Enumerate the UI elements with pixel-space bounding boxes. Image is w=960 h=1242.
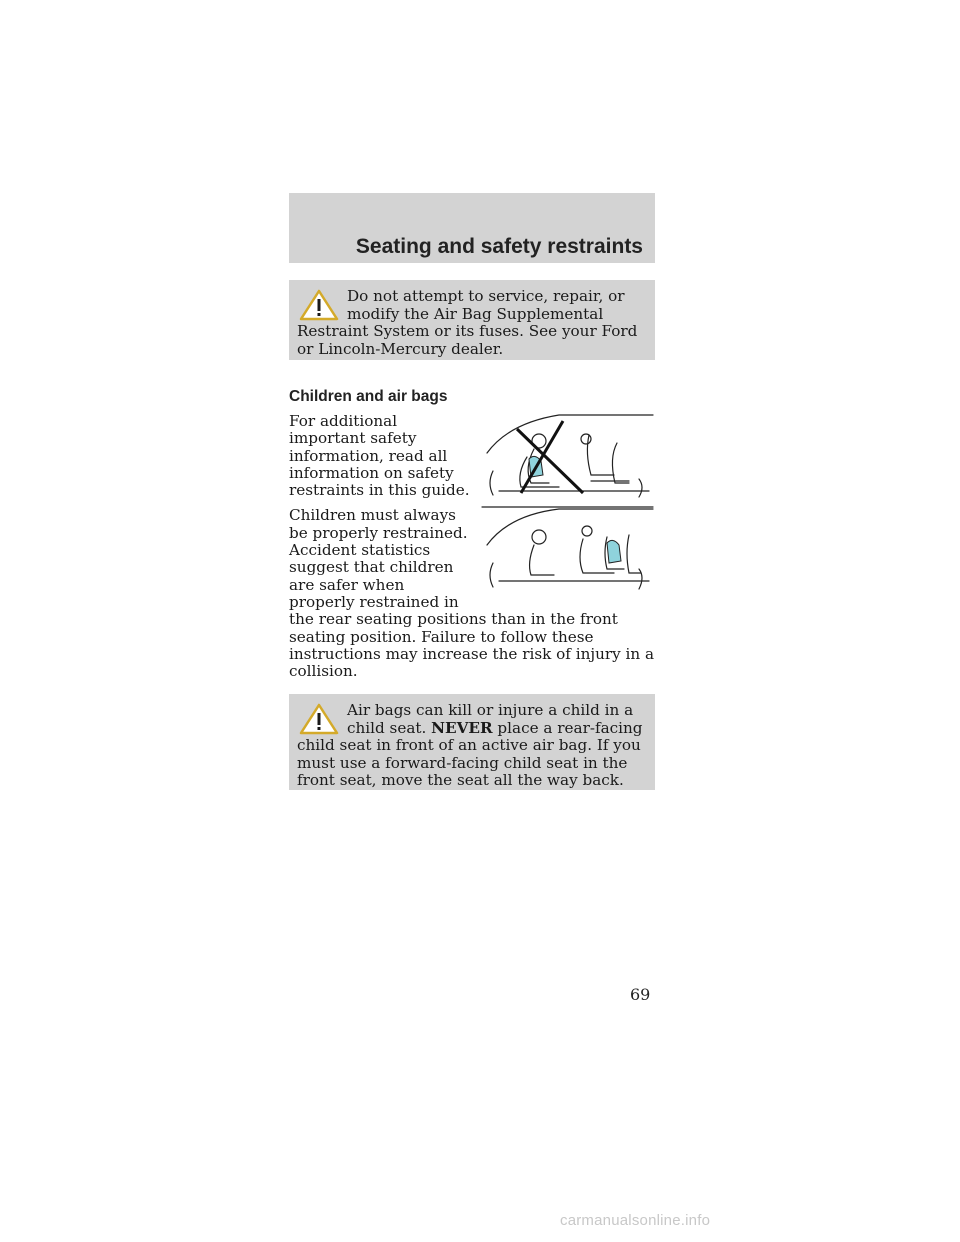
child-seat-illustration [479,413,655,603]
body-paragraph-1: For additional important safety information, read all information on safety restraints in this guide. [289,412,470,500]
warning-triangle-icon [297,702,341,736]
warning-emphasis: NEVER [431,718,493,737]
warning-triangle-icon [297,288,341,322]
warning-box-service [289,280,655,360]
warning-text-start: Air bags can kill or injure a child in a child seat. [347,701,634,737]
warning-text: Do not attempt to service, repair, or modify the Air Bag Supplemental Restraint System or its fuses. See your Ford or Lincoln-Mercury dealer. [297,287,638,358]
page-number: 69 [630,985,651,1004]
body-text [289,413,655,688]
section-heading: Children and air bags [289,388,448,405]
watermark: carmanualsonline.info [560,1212,711,1229]
body-paragraph-2: Children must always be properly restrained. Accident statistics suggest that children are safer when properly restrained in the rear seating positions than in the front seating position. Failure to follow these instructions may increase the risk of injury in a collision. [289,506,655,681]
header-band [289,193,655,263]
warning-box-child-seat [289,694,655,790]
warning-text [297,702,645,790]
warning-text-end: place a rear-facing child seat in front of an active air bag. If you must use a forward-facing child seat in the front seat, move the seat all the way back. [297,718,643,790]
page-title: Seating and safety restraints [355,235,643,258]
